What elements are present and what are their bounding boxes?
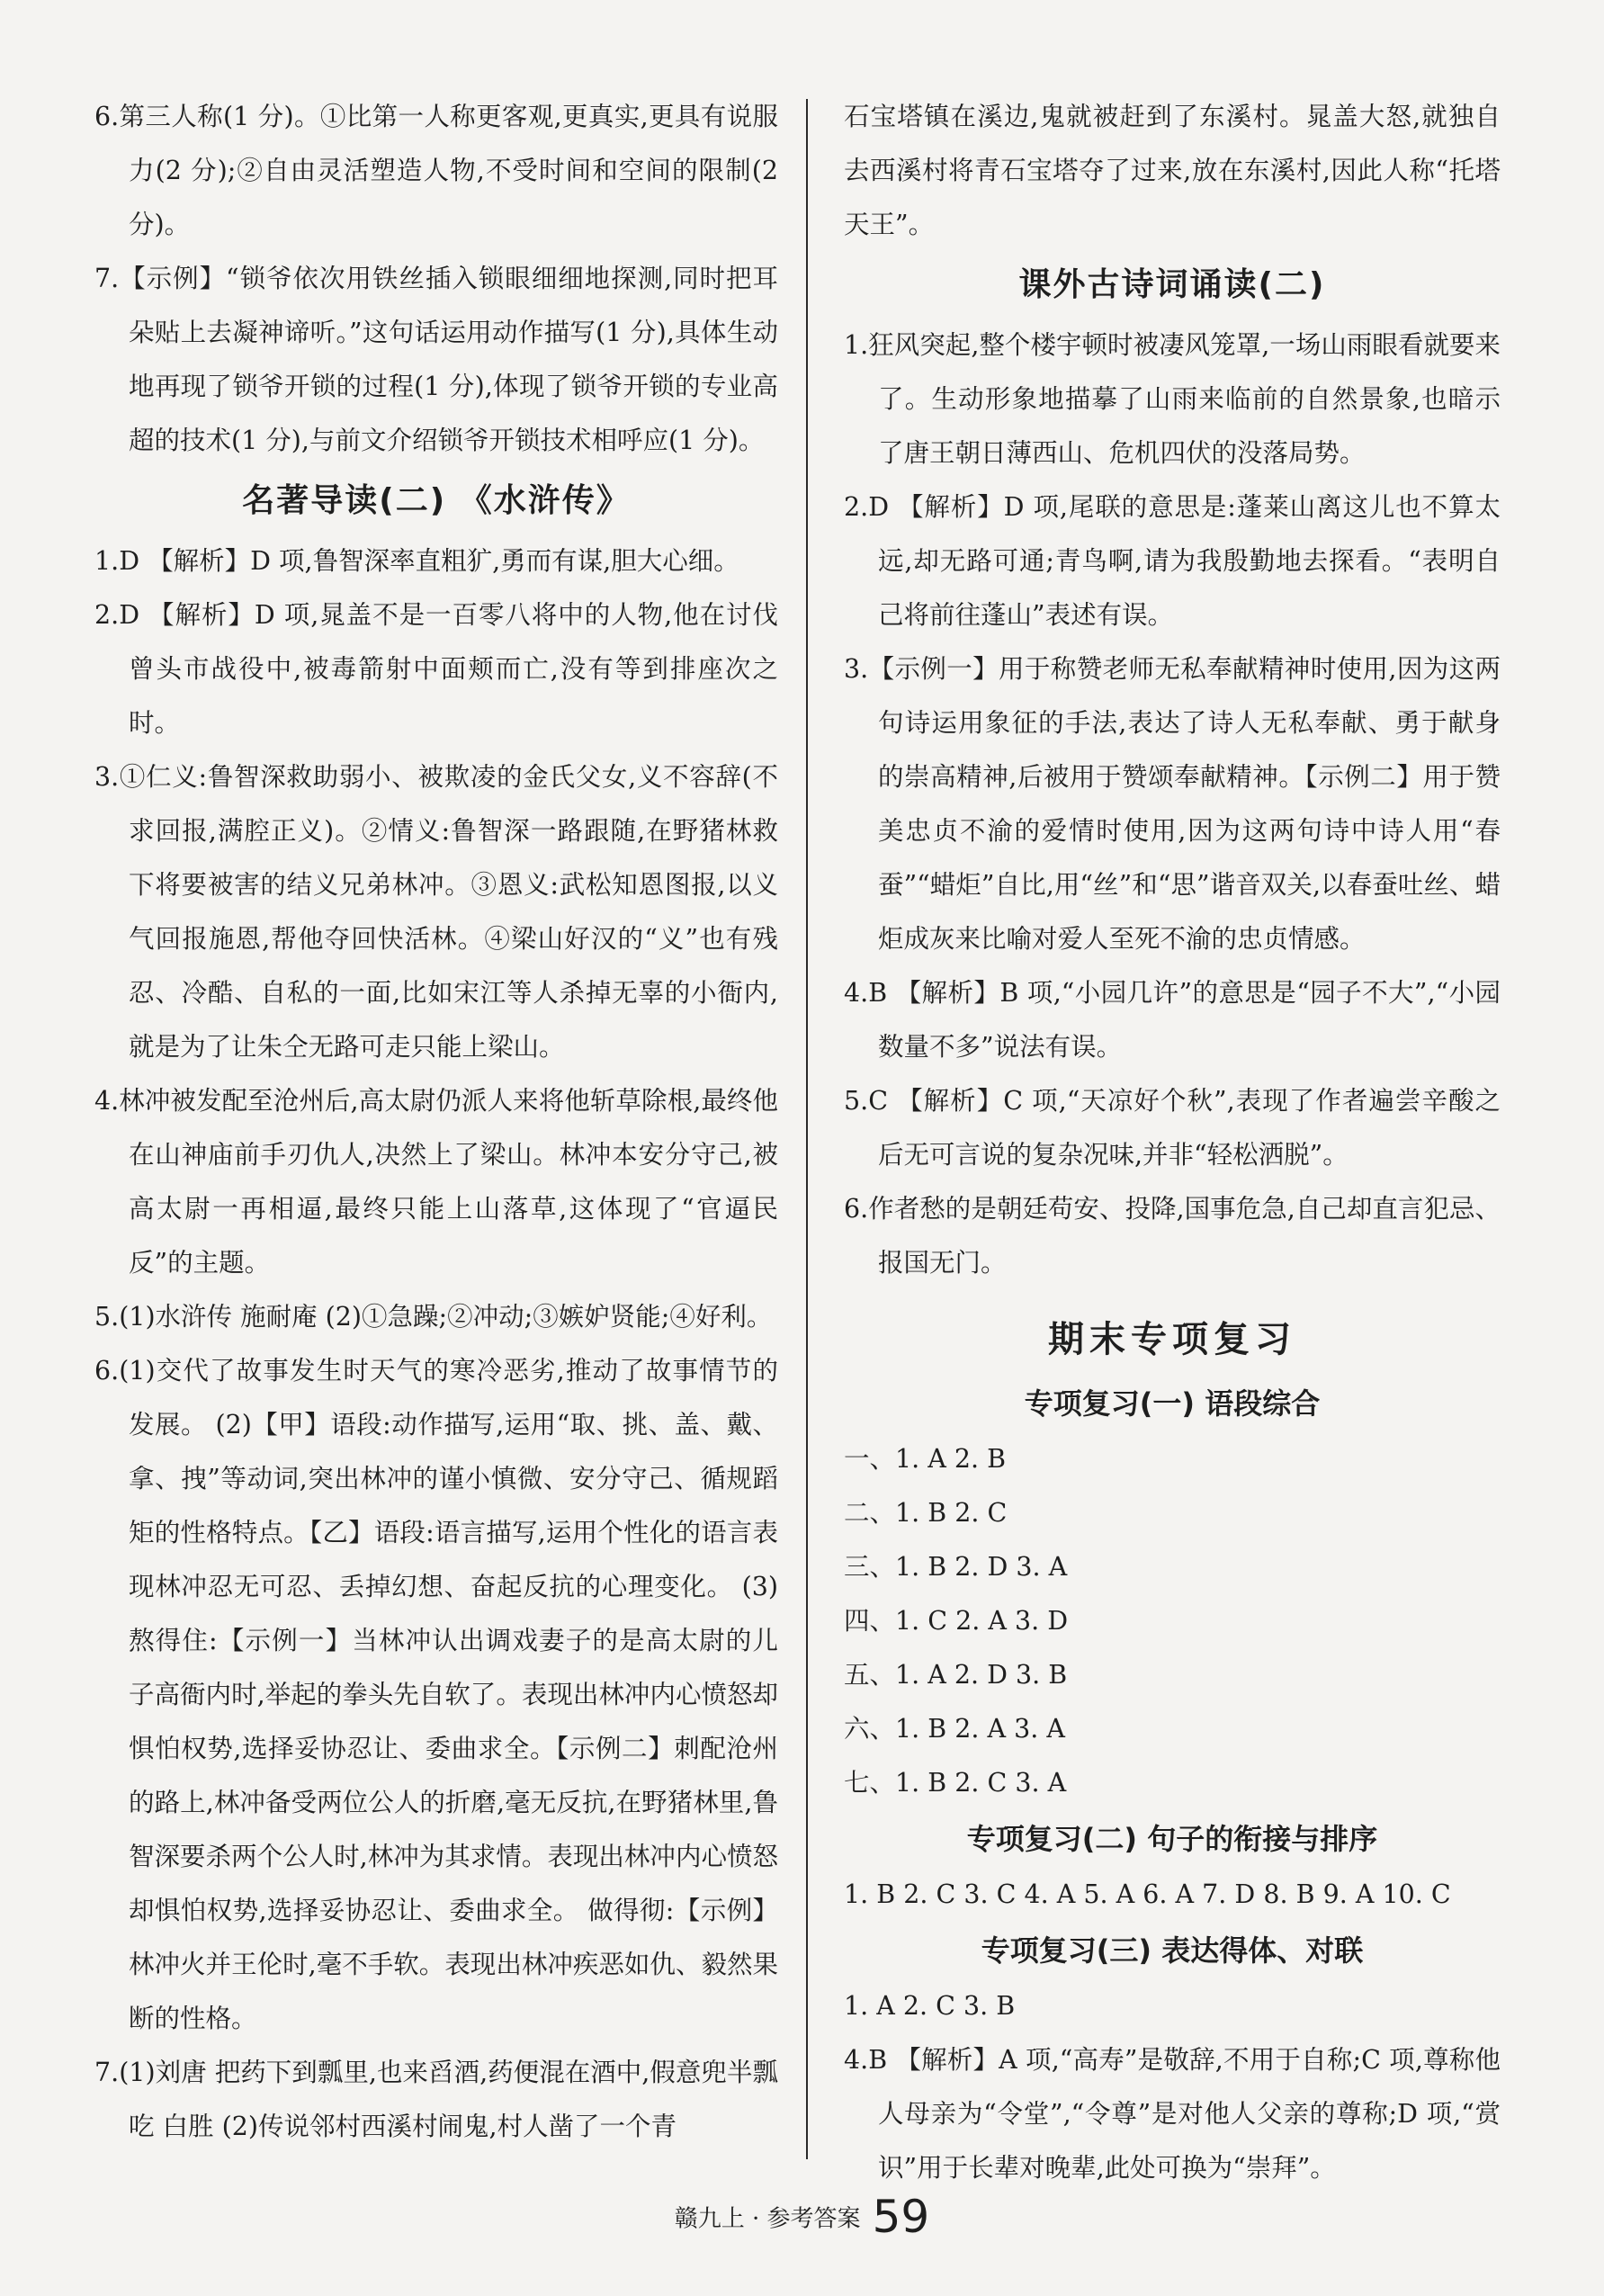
review-1-row: 三、1. B 2. D 3. A	[844, 1552, 1068, 1582]
right-column	[844, 90, 1501, 2195]
answer-item: 6.(1)交代了故事发生时天气的寒冷恶劣,推动了故事情节的发展。 (2)【甲】语段:动作描写,运用“取、挑、盖、戴、拿、拽”等动词,突出林冲的谨小慎微、安分守己、循规蹈矩的性格特点。【乙】语段:语言描写,运用个性化的语言表现林冲忍无可忍、丢掉幻想、奋起反抗的心理变化。 (3)熬得住:【示例一】当林冲认出调戏妻子的是高太尉的儿子高衙内时,举起的拳头先自软了。表现出林冲内心愤怒却惧怕权势,选择妥协忍让、委曲求全。【示例二】刺配沧州的路上,林冲备受两位公人的折磨,毫无反抗,在野猪林里,鲁智深要杀两个公人时,林冲为其求情。表现出林冲内心愤怒却惧怕权势,选择妥协忍让、委曲求全。 做得彻:【示例】林冲火并王伦时,毫不手软。表现出林冲疾恶如仇、毅然果断的性格。	[94, 1356, 778, 2033]
answer-item: 1.D 【解析】D 项,鲁智深率直粗犷,勇而有谋,胆大心细。	[94, 546, 739, 576]
answer-item: 4.林冲被发配至沧州后,高太尉仍派人来将他斩草除根,最终他在山神庙前手刃仇人,决然上了梁山。林冲本安分守己,被高太尉一再相逼,最终只能上山落草,这体现了“官逼民反”的主题。	[94, 1086, 778, 1278]
page-number: 59	[872, 2191, 930, 2243]
answer-item: 2.D 【解析】D 项,尾联的意思是:蓬莱山离这儿也不算太远,却无路可通;青鸟啊,请为我殷勤地去探看。“表明自己将前往蓬山”表述有误。	[844, 492, 1501, 630]
review-3-row: 1. A 2. C 3. B	[844, 1991, 1016, 2021]
review-3-title: 专项复习(三) 表达得体、对联	[981, 1933, 1364, 1968]
review-1-row: 五、1. A 2. D 3. B	[844, 1660, 1068, 1690]
answer-item: 5.C 【解析】C 项,“天凉好个秋”,表现了作者遍尝辛酸之后无可言说的复杂况味,并非“轻松洒脱”。	[844, 1086, 1501, 1170]
answer-item: 6.作者愁的是朝廷苟安、投降,国事危急,自己却直言犯忌、报国无门。	[844, 1194, 1501, 1278]
answer-item: 5.(1)水浒传 施耐庵 (2)①急躁;②冲动;③嫉妒贤能;④好利。	[94, 1302, 773, 1332]
review-2-row: 1. B 2. C 3. C 4. A 5. A 6. A 7. D 8. B 9. A 10. C	[844, 1879, 1451, 1909]
footer-label: 赣九上 · 参考答案	[674, 2205, 861, 2233]
section-title-shuihu: 名著导读(二) 《水浒传》	[242, 482, 631, 519]
answer-item: 3.①仁义:鲁智深救助弱小、被欺凌的金氏父女,义不容辞(不求回报,满腔正义)。②情义:鲁智深一路跟随,在野猪林救下将要被害的结义兄弟林冲。③恩义:武松知恩图报,以义气回报施恩,帮他夺回快活林。④梁山好汉的“义”也有残忍、冷酷、自私的一面,比如宋江等人杀掉无辜的小衙内,就是为了让朱仝无路可走只能上梁山。	[94, 762, 778, 1062]
answer-item: 4.B 【解析】A 项,“高寿”是敬辞,不用于自称;C 项,尊称他人母亲为“令堂”,“令尊”是对他人父亲的尊称;D 项,“赏识”用于长辈对晚辈,此处可换为“崇拜”。	[844, 2045, 1501, 2183]
review-2-title: 专项复习(二) 句子的衔接与排序	[966, 1822, 1378, 1856]
review-1-row: 七、1. B 2. C 3. A	[844, 1768, 1067, 1798]
section-title-final-review: 期末专项复习	[1048, 1319, 1296, 1360]
section-title-poetry: 课外古诗词诵读(二)	[1018, 266, 1326, 303]
answer-item: 7.【示例】“锁爷依次用铁丝插入锁眼细细地探测,同时把耳朵贴上去凝神谛听。”这句话运用动作描写(1 分),具体生动地再现了锁爷开锁的过程(1 分),体现了锁爷开锁的专业高超的技术(1 分),与前文介绍锁爷开锁技术相呼应(1 分)。	[94, 264, 778, 455]
column-divider	[806, 99, 808, 2159]
answer-item: 7.(1)刘唐 把药下到瓢里,也来舀酒,药便混在酒中,假意兜半瓢吃 白胜 (2)传说邻村西溪村闹鬼,村人凿了一个青	[94, 2058, 778, 2141]
page-footer	[0, 2191, 1604, 2243]
review-1-row: 二、1. B 2. C	[844, 1498, 1008, 1528]
review-1-row: 四、1. C 2. A 3. D	[844, 1606, 1069, 1636]
review-1-title: 专项复习(一) 语段综合	[1024, 1386, 1321, 1421]
answer-item: 2.D 【解析】D 项,晁盖不是一百零八将中的人物,他在讨伐曾头市战役中,被毒箭射中面颊而亡,没有等到排座次之时。	[94, 600, 778, 738]
answer-item: 4.B 【解析】B 项,“小园几许”的意思是“园子不大”,“小园数量不多”说法有误。	[844, 978, 1501, 1062]
answer-item: 3.【示例一】用于称赞老师无私奉献精神时使用,因为这两句诗运用象征的手法,表达了诗人无私奉献、勇于献身的崇高精神,后被用于赞颂奉献精神。【示例二】用于赞美忠贞不渝的爱情时使用,因为这两句诗中诗人用“春蚕”“蜡炬”自比,用“丝”和“思”谐音双关,以春蚕吐丝、蜡炬成灰来比喻对爱人至死不渝的忠贞情感。	[844, 654, 1501, 954]
answer-item: 1.狂风突起,整个楼宇顿时被凄风笼罩,一场山雨眼看就要来了。生动形象地描摹了山雨来临前的自然景象,也暗示了唐王朝日薄西山、危机四伏的没落局势。	[844, 330, 1501, 468]
answer-item: 6.第三人称(1 分)。①比第一人称更客观,更真实,更具有说服力(2 分);②自由灵活塑造人物,不受时间和空间的限制(2 分)。	[94, 102, 778, 239]
answer-continuation: 石宝塔镇在溪边,鬼就被赶到了东溪村。晁盖大怒,就独自去西溪村将青石宝塔夺了过来,放在东溪村,因此人称“托塔天王”。	[844, 102, 1501, 239]
review-1-row: 六、1. B 2. A 3. A	[844, 1714, 1065, 1744]
left-column	[94, 90, 778, 2154]
review-1-row: 一、1. A 2. B	[844, 1444, 1007, 1474]
